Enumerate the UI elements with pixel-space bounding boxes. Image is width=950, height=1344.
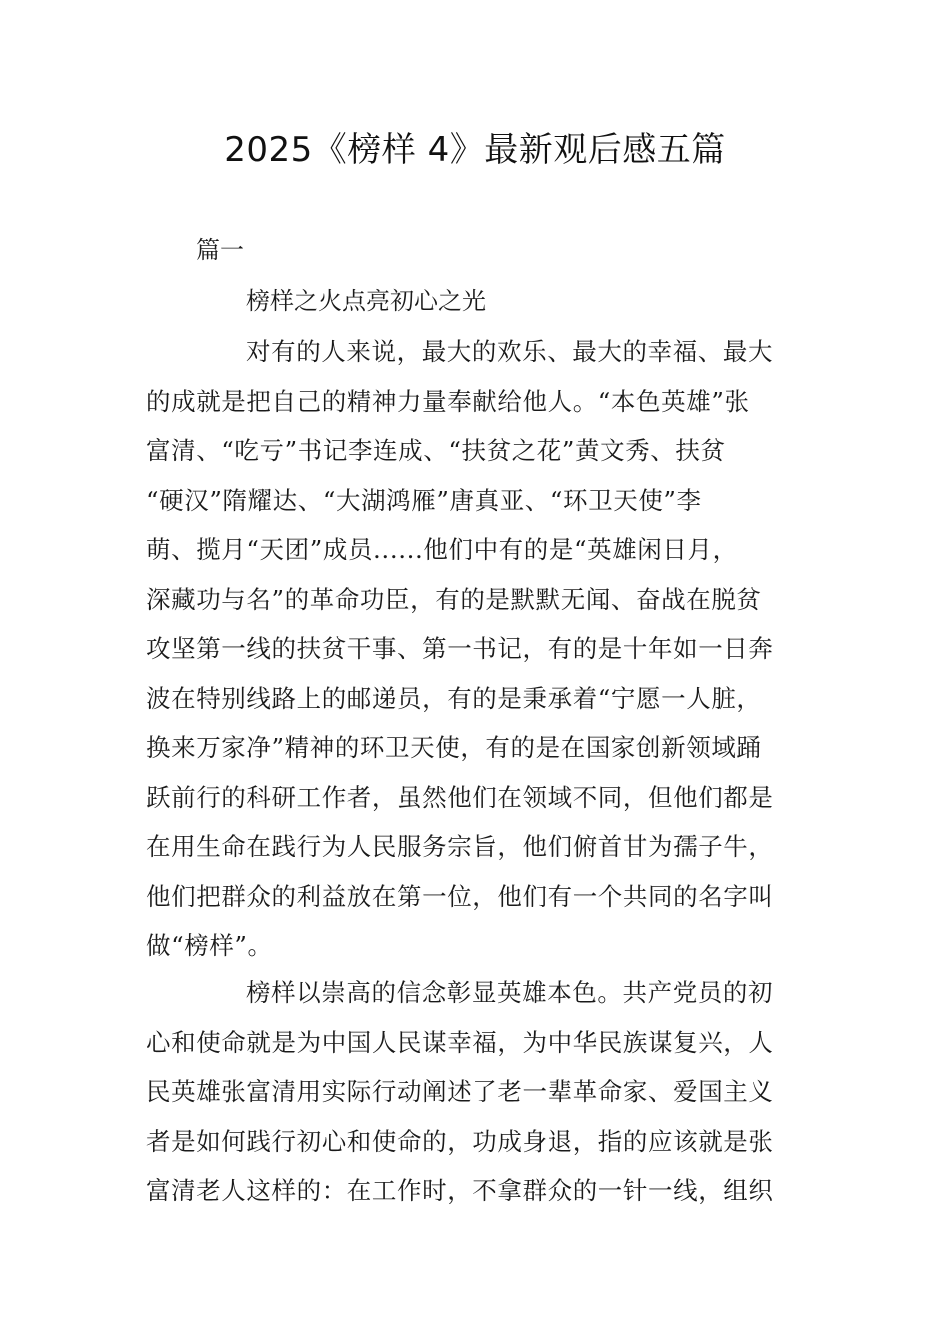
paragraph-line: 他们把群众的利益放在第一位，他们有一个共同的名字叫	[146, 881, 774, 911]
document-title: 2025《榜样 4》最新观后感五篇	[224, 130, 726, 170]
paragraph-line: 富清老人这样的：在工作时，不拿群众的一针一线，组织	[146, 1176, 774, 1205]
paragraph-line: 萌、揽月“天团”成员......他们中有的是“英雄闲日月，	[146, 535, 738, 564]
paragraph-line: 对有的人来说，最大的欢乐、最大的幸福、最大	[246, 337, 774, 366]
paragraph-line: 深藏功与名”的革命功臣，有的是默默无闻、奋战在脱贫	[146, 584, 762, 614]
paragraph-line: 在用生命在践行为人民服务宗旨，他们俯首甘为孺子牛，	[146, 832, 774, 861]
paragraph-line: 心和使命就是为中国人民谋幸福，为中华民族谋复兴，人	[146, 1027, 774, 1057]
paragraph-line: 换来万家净”精神的环卫天使，有的是在国家创新领域踊	[146, 733, 762, 762]
paragraph-1	[146, 327, 806, 971]
paragraph-line: 的成就是把自己的精神力量奉献给他人。“本色英雄”张	[146, 386, 750, 416]
paragraph-line: 榜样以崇高的信念彰显英雄本色。共产党员的初	[246, 978, 774, 1007]
paragraph-line: “硬汉”隋耀达、“大湖鸿雁”唐真亚、“环卫天使”李	[146, 485, 702, 515]
paragraph-line: 富清、“吃亏”书记李连成、“扶贫之花”黄文秀、扶贫	[146, 436, 726, 465]
section-subtitle: 榜样之火点亮初心之光	[246, 287, 486, 315]
paragraph-line: 民英雄张富清用实际行动阐述了老一辈革命家、爱国主义	[146, 1077, 774, 1106]
paragraph-2	[146, 968, 806, 1216]
section-label: 篇一	[196, 236, 244, 264]
paragraph-line: 跃前行的科研工作者，虽然他们在领域不同，但他们都是	[146, 782, 774, 812]
paragraph-line: 波在特别线路上的邮递员，有的是秉承着“宁愿一人脏，	[146, 683, 762, 713]
paragraph-line: 做“榜样”。	[146, 931, 273, 960]
paragraph-line: 攻坚第一线的扶贫干事、第一书记，有的是十年如一日奔	[146, 634, 774, 663]
paragraph-line: 者是如何践行初心和使命的，功成身退，指的应该就是张	[146, 1126, 774, 1156]
